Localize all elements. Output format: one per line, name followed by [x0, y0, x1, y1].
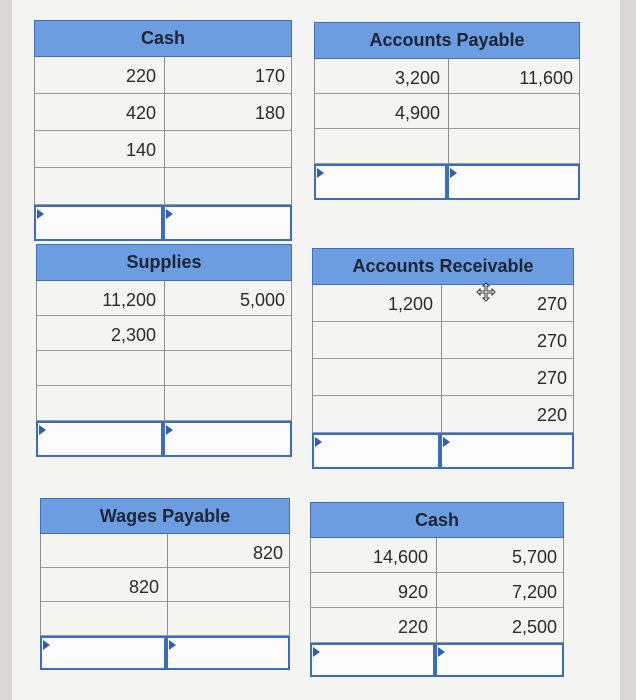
account-title: Cash	[34, 20, 292, 57]
credit-cell[interactable]: 270	[536, 294, 567, 314]
column-divider	[164, 57, 165, 205]
account-title: Wages Payable	[40, 498, 290, 534]
credit-cell[interactable]: 170	[254, 66, 285, 86]
ledger-row	[315, 59, 579, 94]
credit-cell[interactable]: 7,200	[511, 582, 557, 602]
credit-cell[interactable]: 270	[536, 331, 567, 351]
cell-marker-icon	[166, 425, 173, 435]
cell-marker-icon	[313, 647, 320, 657]
totals-row	[34, 205, 292, 241]
debit-cell[interactable]: 14,600	[372, 547, 428, 567]
cell-marker-icon	[438, 647, 445, 657]
ledger-row	[313, 285, 573, 322]
cell-marker-icon	[37, 209, 44, 219]
credit-cell[interactable]: 820	[252, 543, 283, 563]
ledger-row	[311, 573, 563, 608]
ledger-sheet	[12, 0, 620, 700]
debit-cell[interactable]: 920	[397, 582, 428, 602]
debit-cell[interactable]: 1,200	[387, 294, 433, 314]
column-divider	[436, 538, 437, 643]
account-body	[34, 57, 292, 205]
credit-total-input[interactable]	[163, 421, 292, 457]
debit-cell[interactable]: 220	[125, 66, 156, 86]
cell-marker-icon	[317, 168, 324, 178]
credit-total-input[interactable]	[447, 164, 580, 200]
credit-cell[interactable]: 270	[536, 368, 567, 388]
ledger-row	[35, 168, 291, 205]
ledger-row	[313, 359, 573, 396]
account-body	[314, 59, 580, 164]
ledger-row	[313, 396, 573, 433]
ledger-row	[311, 608, 563, 643]
debit-cell[interactable]: 4,900	[394, 103, 440, 123]
credit-total-input[interactable]	[440, 433, 574, 469]
account-body	[312, 285, 574, 433]
cell-marker-icon	[169, 640, 176, 650]
debit-total-input[interactable]	[40, 636, 166, 670]
credit-cell[interactable]: 11,600	[519, 68, 573, 88]
debit-cell[interactable]: 3,200	[394, 68, 440, 88]
ledger-row	[35, 57, 291, 94]
ledger-row	[311, 538, 563, 573]
cell-marker-icon	[166, 209, 173, 219]
totals-row	[310, 643, 564, 677]
totals-row	[36, 421, 292, 457]
column-divider	[167, 534, 168, 636]
ledger-row	[35, 131, 291, 168]
column-divider	[441, 285, 442, 433]
column-divider	[448, 59, 449, 164]
credit-cell[interactable]: 220	[536, 405, 567, 425]
account-body	[40, 534, 290, 636]
cell-marker-icon	[443, 437, 450, 447]
credit-cell[interactable]: 5,000	[239, 290, 285, 310]
debit-cell[interactable]: 820	[128, 577, 159, 597]
debit-total-input[interactable]	[312, 433, 440, 469]
credit-cell[interactable]: 180	[254, 103, 285, 123]
credit-cell[interactable]: 2,500	[511, 617, 557, 637]
totals-row	[40, 636, 290, 670]
debit-cell[interactable]: 220	[397, 617, 428, 637]
credit-total-input[interactable]	[166, 636, 290, 670]
cell-marker-icon	[315, 437, 322, 447]
move-cursor-icon	[476, 282, 496, 302]
account-body	[310, 538, 564, 643]
debit-total-input[interactable]	[36, 421, 163, 457]
cell-marker-icon	[39, 425, 46, 435]
debit-total-input[interactable]	[310, 643, 435, 677]
credit-cell[interactable]: 5,700	[511, 547, 557, 567]
account-title: Supplies	[36, 244, 292, 281]
account-title: Cash	[310, 502, 564, 538]
totals-row	[312, 433, 574, 469]
ledger-row	[41, 534, 289, 568]
cell-marker-icon	[450, 168, 457, 178]
debit-cell[interactable]: 11,200	[102, 290, 156, 310]
ledger-row	[315, 129, 579, 164]
account-title: Accounts Payable	[314, 22, 580, 59]
account-title: Accounts Receivable	[312, 248, 574, 285]
credit-total-input[interactable]	[163, 205, 292, 241]
ledger-row	[41, 602, 289, 636]
ledger-row	[41, 568, 289, 602]
debit-cell[interactable]: 140	[125, 140, 156, 160]
ledger-row	[313, 322, 573, 359]
credit-total-input[interactable]	[435, 643, 564, 677]
debit-total-input[interactable]	[34, 205, 163, 241]
column-divider	[164, 281, 165, 421]
cell-marker-icon	[43, 640, 50, 650]
debit-total-input[interactable]	[314, 164, 447, 200]
debit-cell[interactable]: 2,300	[110, 325, 156, 345]
debit-cell[interactable]: 420	[125, 103, 156, 123]
ledger-row	[315, 94, 579, 129]
ledger-row	[35, 94, 291, 131]
account-body	[36, 281, 292, 421]
totals-row	[314, 164, 580, 200]
